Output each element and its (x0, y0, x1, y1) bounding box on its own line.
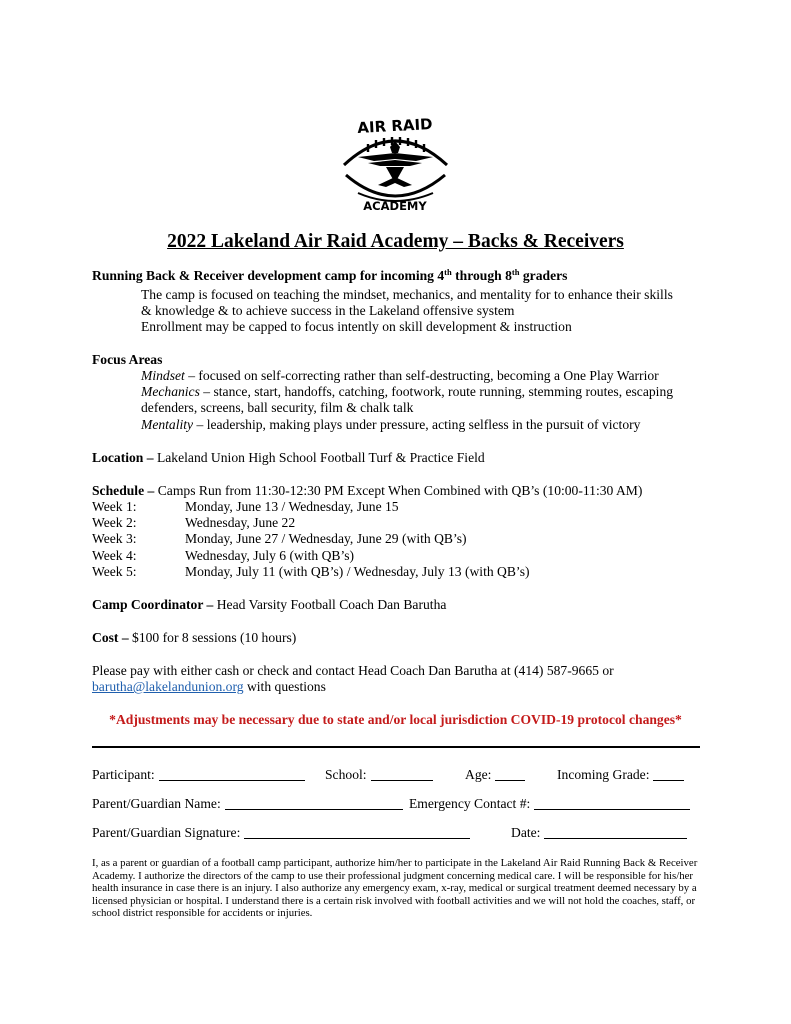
location-text: Lakeland Union High School Football Turf & Practice Field (153, 450, 485, 465)
air-raid-academy-logo (338, 113, 453, 215)
date-blank[interactable] (544, 826, 687, 839)
week-text: Monday, July 11 (with QB’s) / Wednesday, July 13 (with QB’s) (185, 564, 530, 579)
mechanics-label: Mechanics (141, 384, 200, 399)
cost-label: Cost – (92, 630, 129, 645)
emergency-blank[interactable] (534, 797, 690, 810)
coordinator (92, 597, 446, 613)
mentality-label: Mentality (141, 417, 194, 432)
age-blank[interactable] (495, 768, 525, 781)
week-label: Week 1: (92, 499, 137, 514)
waiver-text: I, as a parent or guardian of a football camp participant, authorize him/her to participate in the Lakeland Air Raid Running Back & Receiver Academy. I authorize the directors of the camp to use their professional judgment concerning medical care. I will be responsible for his/her health insurance in case there is an injury. I also authorize any emergency exam, x-ray, medical or surgical treatment deemed necessary by a licensed physician or hospital. I understand there is a certain risk involved with football activities and we will not hold the coaches, staff, or school district responsible for accidents or injuries. (92, 857, 698, 920)
schedule-text: Camps Run from 11:30-12:30 PM Except When Combined with QB’s (10:00-11:30 AM) (154, 483, 643, 498)
age-field[interactable] (465, 767, 525, 783)
guardian-name-blank[interactable] (225, 797, 403, 810)
participant-label: Participant: (92, 767, 155, 782)
mindset-label: Mindset (141, 368, 185, 383)
participant-field[interactable] (92, 767, 305, 783)
payment-line-1: Please pay with either cash or check and contact Head Coach Dan Barutha at (414) 587-9665 or (92, 663, 614, 678)
focus-mindset (141, 368, 659, 384)
week-text: Wednesday, June 22 (185, 515, 296, 530)
coordinator-label: Camp Coordinator – (92, 597, 214, 612)
date-label: Date: (511, 825, 541, 840)
signature-label: Parent/Guardian Signature: (92, 825, 241, 840)
location (92, 450, 485, 466)
week-text: Monday, June 27 / Wednesday, June 29 (with QB’s) (185, 531, 467, 546)
page-title: 2022 Lakeland Air Raid Academy – Backs & Receivers (167, 231, 624, 252)
intro-heading-post: graders (519, 268, 568, 283)
emergency-label: Emergency Contact #: (409, 796, 531, 811)
payment-after-email: with questions (243, 679, 326, 694)
payment-line-2 (92, 679, 326, 695)
divider (92, 746, 700, 748)
mechanics-text: – stance, start, handoffs, catching, footwork, route running, stemming routes, escaping (199, 384, 674, 399)
date-field[interactable] (511, 825, 687, 841)
school-field[interactable] (325, 767, 433, 783)
focus-mechanics (141, 384, 673, 400)
intro-heading-mid: through 8 (451, 268, 512, 283)
schedule (92, 483, 642, 499)
guardian-name-field[interactable] (92, 796, 403, 812)
schedule-label: Schedule – (92, 483, 155, 498)
logo-bottom-text: ACADEMY (363, 199, 427, 213)
focus-heading: Focus Areas (92, 352, 163, 367)
intro-heading-pre: Running Back & Receiver development camp for incoming 4 (92, 268, 445, 283)
focus-mentality (141, 417, 640, 433)
emergency-field[interactable] (409, 796, 690, 812)
cost-text: $100 for 8 sessions (10 hours) (128, 630, 297, 645)
logo-top-text: AIR RAID (356, 115, 433, 137)
grade-field[interactable] (557, 767, 684, 783)
intro-line-3: Enrollment may be capped to focus intently on skill development & instruction (141, 319, 572, 334)
signature-field[interactable] (92, 825, 470, 841)
school-blank[interactable] (371, 768, 433, 781)
week-text: Monday, June 13 / Wednesday, June 15 (185, 499, 399, 514)
grade-blank[interactable] (653, 768, 684, 781)
intro-line-1: The camp is focused on teaching the mindset, mechanics, and mentality for to enhance their skills (141, 287, 673, 302)
email-link[interactable]: barutha@lakelandunion.org (92, 679, 244, 694)
week-label: Week 2: (92, 515, 137, 530)
mentality-text: – leadership, making plays under pressure, acting selfless in the pursuit of victory (193, 417, 641, 432)
school-label: School: (325, 767, 367, 782)
intro-heading (92, 268, 567, 284)
participant-blank[interactable] (159, 768, 305, 781)
week-text: Wednesday, July 6 (with QB’s) (185, 548, 355, 563)
focus-mechanics-2: defenders, screens, ball security, film & chalk talk (141, 400, 414, 415)
coordinator-text: Head Varsity Football Coach Dan Barutha (213, 597, 447, 612)
week-label: Week 4: (92, 548, 137, 563)
mindset-text: – focused on self-correcting rather than self-destructing, becoming a One Play Warrior (184, 368, 659, 383)
week-label: Week 3: (92, 531, 137, 546)
location-label: Location – (92, 450, 154, 465)
intro-sup-2: th (511, 267, 520, 277)
age-label: Age: (465, 767, 492, 782)
cost (92, 630, 296, 646)
signature-blank[interactable] (244, 826, 470, 839)
grade-label: Incoming Grade: (557, 767, 650, 782)
guardian-name-label: Parent/Guardian Name: (92, 796, 221, 811)
covid-notice: *Adjustments may be necessary due to state and/or local jurisdiction COVID-19 protocol changes* (109, 712, 682, 727)
week-label: Week 5: (92, 564, 137, 579)
intro-line-2: & knowledge & to achieve success in the Lakeland offensive system (141, 303, 515, 318)
intro-sup-1: th (444, 267, 452, 277)
